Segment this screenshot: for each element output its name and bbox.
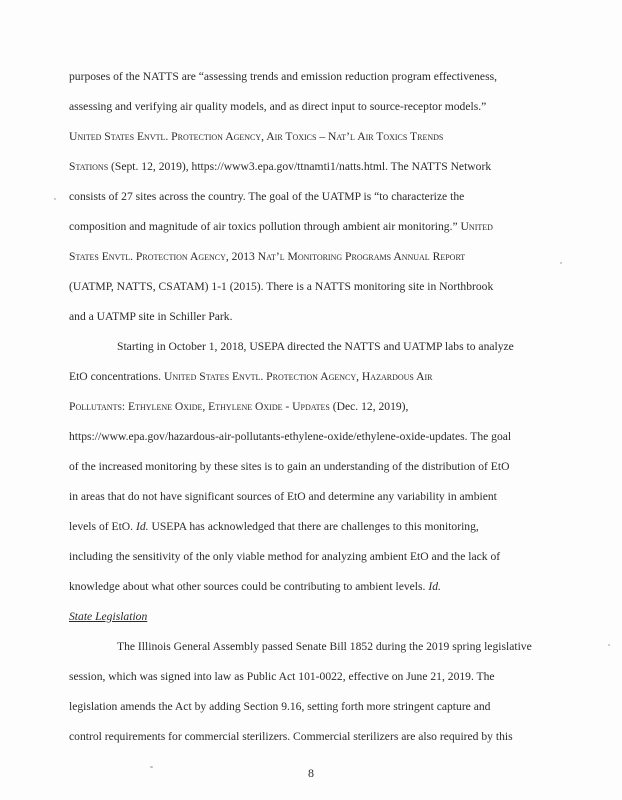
text-line xyxy=(69,129,572,145)
text-line xyxy=(69,699,572,715)
scan-speck xyxy=(54,198,56,200)
text-segment: (Sept. 12, 2019), https://www3.epa.gov/ttnamti1/natts.html. The NATTS Network xyxy=(108,160,492,173)
text-line xyxy=(69,429,572,445)
text-segment: assessing and verifying air quality models, and as direct input to source-receptor models.” xyxy=(69,100,487,113)
text-segment: in areas that do not have significant sources of EtO and determine any variability in ambient xyxy=(69,490,497,503)
text-line xyxy=(69,399,572,415)
text-segment: Starting in October 1, 2018, USEPA directed the NATTS and UATMP labs to analyze xyxy=(117,340,514,353)
text-segment: session, which was signed into law as Public Act 101-0022, effective on June 21, 2019. The xyxy=(69,670,495,683)
text-line xyxy=(69,309,572,325)
text-segment: United States Envtl. Protection Agency, Hazardous Air xyxy=(163,370,433,383)
text-segment: USEPA has acknowledged that there are challenges to this monitoring, xyxy=(148,520,479,533)
text-line xyxy=(69,159,572,175)
text-line xyxy=(69,459,572,475)
text-segment: and a UATMP site in Schiller Park. xyxy=(69,310,233,323)
text-line xyxy=(117,639,572,655)
text-segment: Id. xyxy=(428,580,441,593)
text-line xyxy=(69,729,572,745)
text-segment: States Envtl. Protection Agency, 2013 Nat’l Monitoring Programs Annual Report xyxy=(69,250,466,263)
text-segment: Stations xyxy=(69,160,109,173)
text-segment: https://www.epa.gov/hazardous-air-pollutants-ethylene-oxide/ethylene-oxide-updates. The goal xyxy=(69,430,512,443)
text-line xyxy=(69,519,572,535)
text-segment: (UATMP, NATTS, CSATAM) 1-1 (2015). There is a NATTS monitoring site in Northbrook xyxy=(69,280,494,293)
text-segment: legislation amends the Act by adding Section 9.16, setting forth more stringent capture and xyxy=(69,700,491,713)
text-segment: EtO concentrations. xyxy=(69,370,164,383)
text-line xyxy=(117,339,572,355)
text-line xyxy=(69,69,572,85)
text-segment: consists of 27 sites across the country. The goal of the UATMP is “to characterize the xyxy=(69,190,465,203)
page-number: 8 xyxy=(308,766,314,780)
text-line xyxy=(69,369,572,385)
text-segment: Id. xyxy=(135,520,149,533)
text-line xyxy=(69,219,572,235)
text-line xyxy=(69,279,572,295)
text-segment: control requirements for commercial sterilizers. Commercial sterilizers are also required by this xyxy=(69,730,513,743)
text-segment: purposes of the NATTS are “assessing trends and emission reduction program effectiveness, xyxy=(69,70,497,83)
text-line xyxy=(69,669,572,685)
text-segment: including the sensitivity of the only viable method for analyzing ambient EtO and the lack of xyxy=(69,550,501,563)
text-segment: State Legislation xyxy=(69,610,148,623)
scan-speck xyxy=(560,262,562,264)
text-line xyxy=(69,189,572,205)
text-line xyxy=(69,549,572,565)
text-segment: United xyxy=(460,220,493,233)
text-segment: Pollutants: Ethylene Oxide, Ethylene Oxide - Updates xyxy=(69,400,330,413)
scan-speck xyxy=(608,644,610,646)
text-segment: levels of EtO. xyxy=(69,520,136,533)
scan-speck xyxy=(150,766,153,768)
text-line xyxy=(69,579,572,595)
text-segment: knowledge about what other sources could be contributing to ambient levels. xyxy=(69,580,429,593)
text-segment: of the increased monitoring by these sites is to gain an understanding of the distribution of EtO xyxy=(69,460,510,473)
text-segment: composition and magnitude of air toxics pollution through ambient air monitoring.” xyxy=(69,220,461,233)
text-segment: United States Envtl. Protection Agency, Air Toxics – Nat’l Air Toxics Trends xyxy=(69,130,444,143)
text-segment: (Dec. 12, 2019), xyxy=(329,400,409,413)
text-line xyxy=(69,249,572,265)
text-line xyxy=(69,99,572,115)
text-segment: The Illinois General Assembly passed Senate Bill 1852 during the 2019 spring legislative xyxy=(117,640,532,653)
text-line xyxy=(69,489,572,505)
section-heading xyxy=(69,609,572,625)
